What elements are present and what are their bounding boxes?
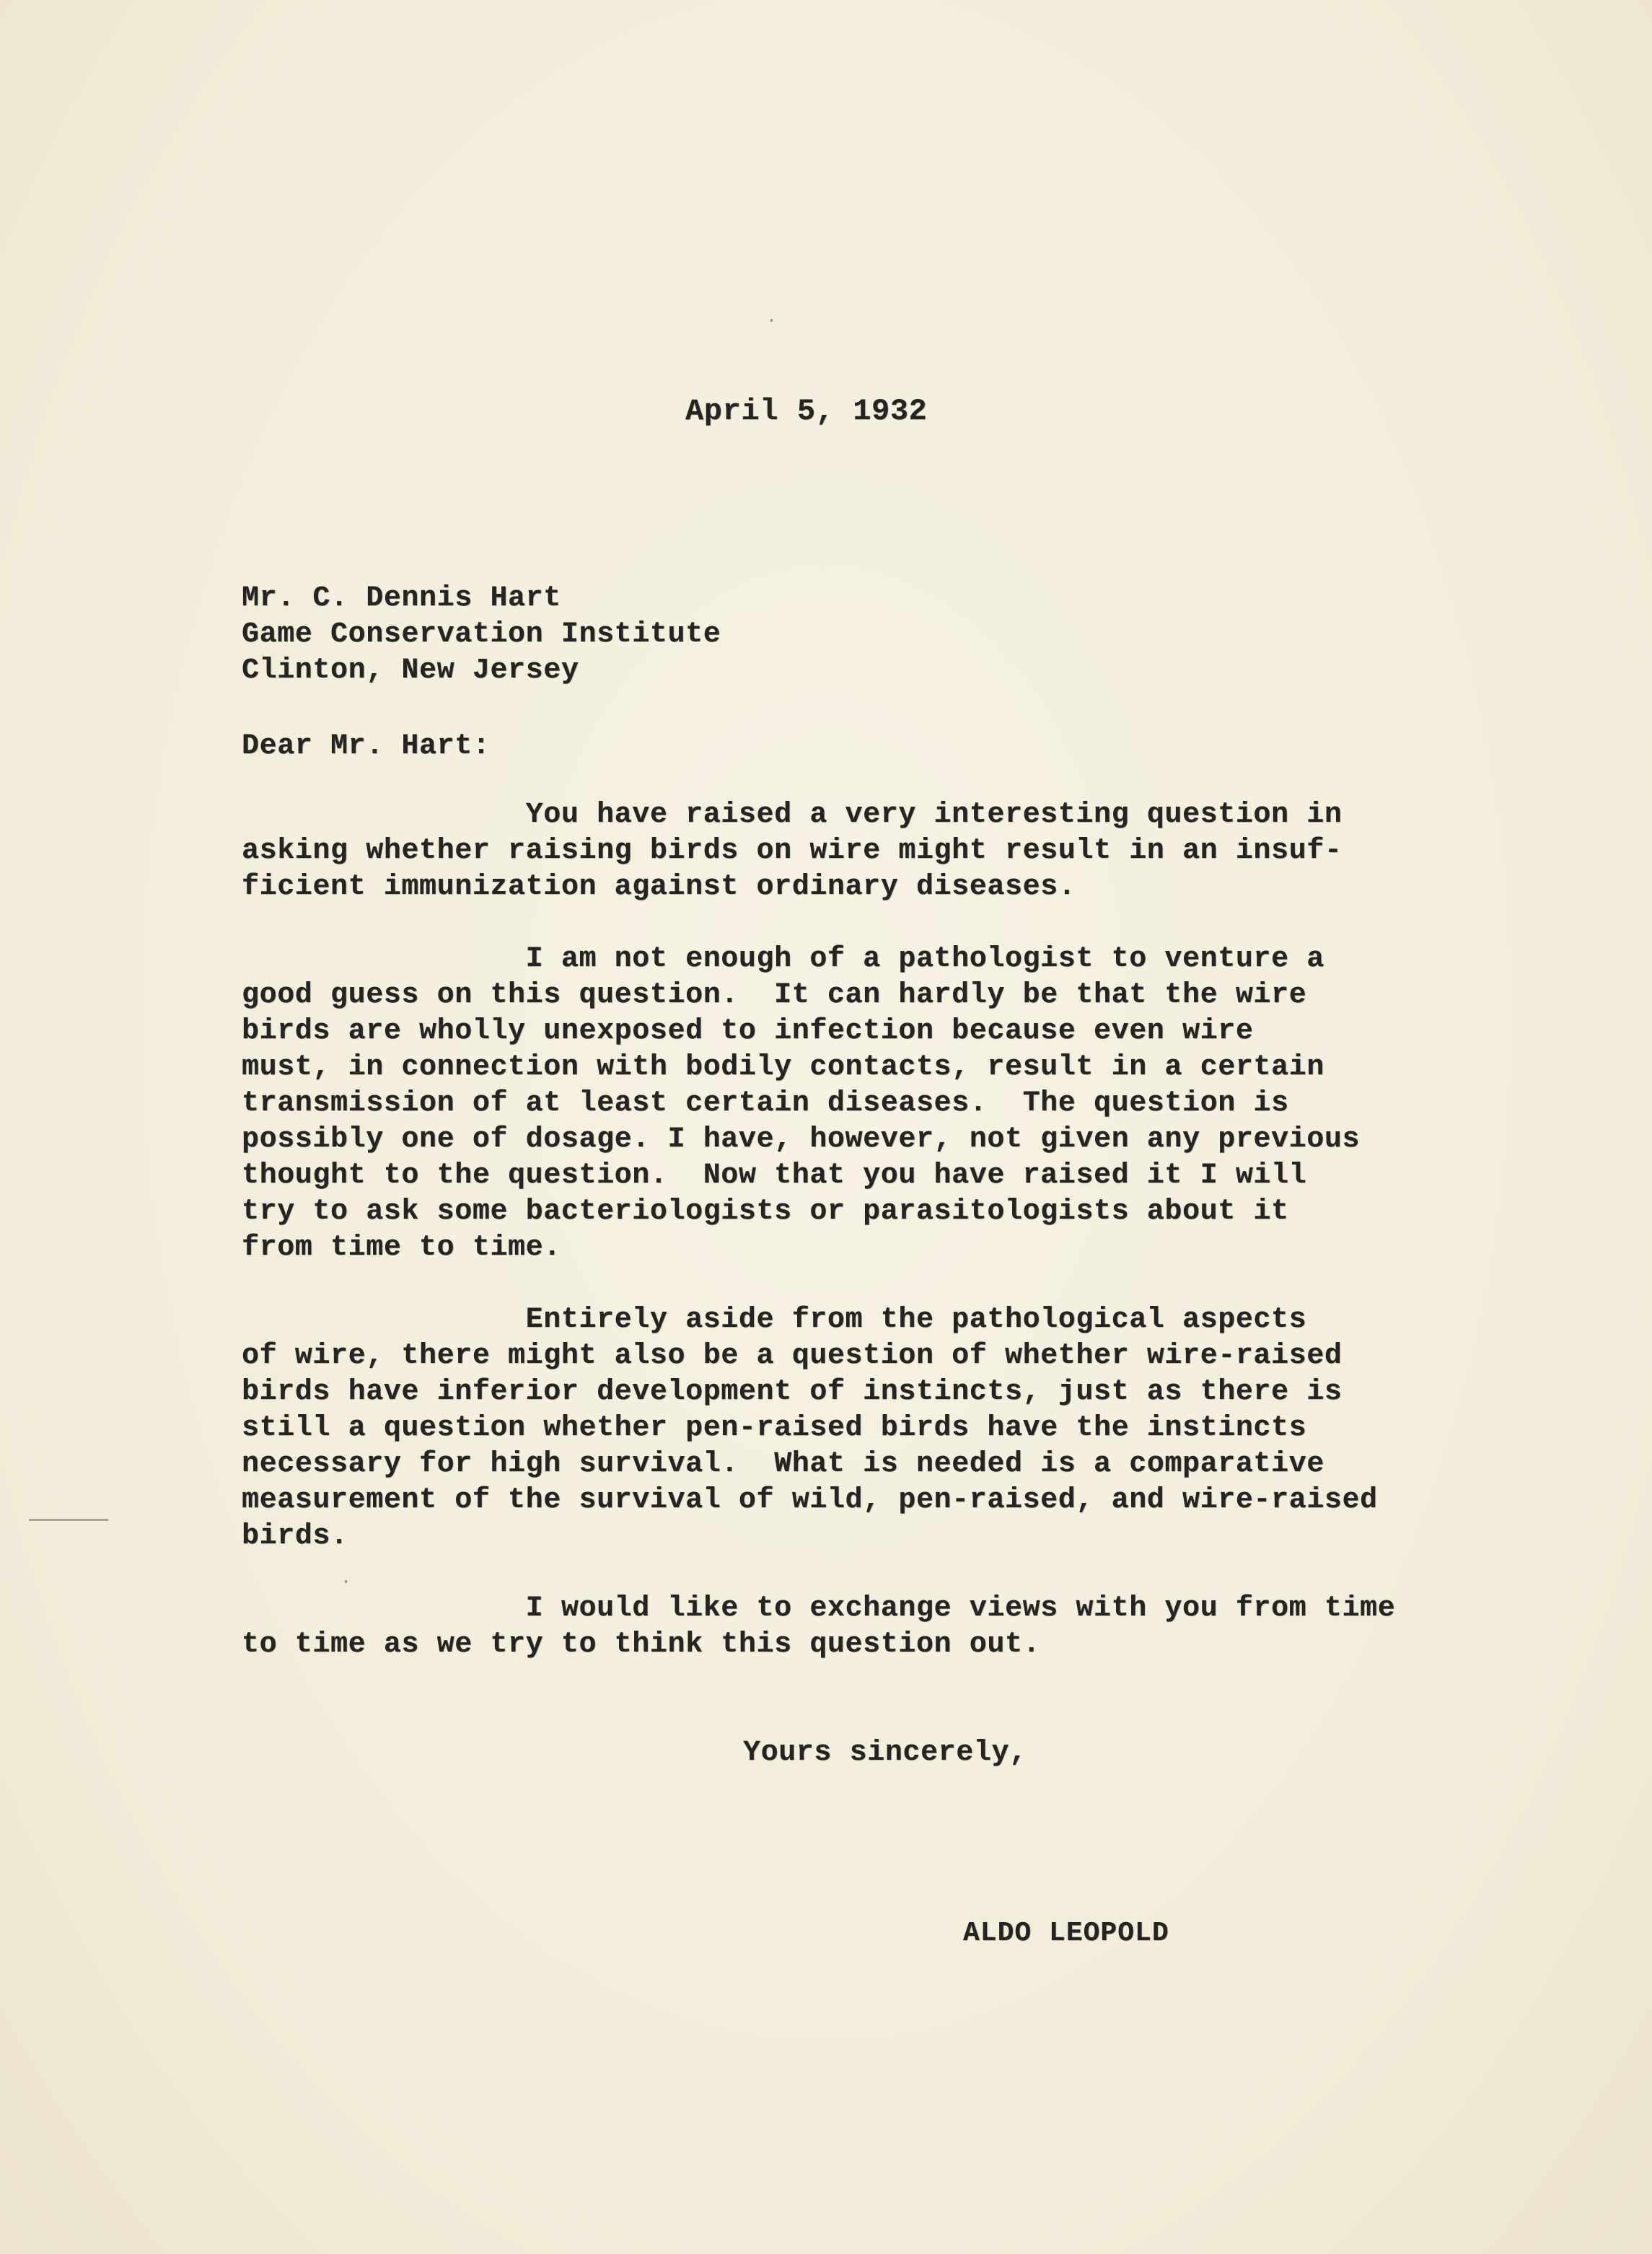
- paragraph-line: from time to time.: [242, 1232, 561, 1264]
- paragraph-line: asking whether raising birds on wire might result in an insuf-: [242, 835, 1343, 867]
- margin-mark: [29, 1519, 108, 1521]
- body-paragraph-3: [242, 1302, 1378, 1555]
- signature-name: ALDO LEOPOLD: [963, 1918, 1169, 1949]
- paragraph-line: birds are wholly unexposed to infection because even wire: [242, 1015, 1254, 1048]
- body-paragraph-1: [242, 797, 1342, 905]
- paragraph-line: try to ask some bacteriologists or parasitologists about it: [242, 1196, 1289, 1228]
- paragraph-line: possibly one of dosage. I have, however, not given any previous: [242, 1123, 1361, 1156]
- paragraph-line: birds have inferior development of instincts, just as there is: [242, 1376, 1343, 1408]
- paragraph-line: thought to the question. Now that you have raised it I will: [242, 1159, 1307, 1192]
- paragraph-line: ficient immunization against ordinary diseases.: [242, 871, 1076, 903]
- paragraph-line: measurement of the survival of wild, pen-raised, and wire-raised: [242, 1484, 1378, 1517]
- paragraph-line: of wire, there might also be a question of whether wire-raised: [242, 1340, 1343, 1372]
- paper-speck: [345, 1580, 347, 1583]
- body-paragraph-4: [242, 1591, 1395, 1663]
- salutation: Dear Mr. Hart:: [242, 730, 491, 763]
- paragraph-line: still a question whether pen-raised birds have the instincts: [242, 1412, 1307, 1444]
- paragraph-line: must, in connection with bodily contacts, result in a certain: [242, 1051, 1324, 1084]
- paragraph-line: necessary for high survival. What is needed is a comparative: [242, 1448, 1324, 1481]
- paragraph-line: to time as we try to think this question out.: [242, 1628, 1041, 1661]
- paragraph-line: good guess on this question. It can hardly be that the wire: [242, 979, 1307, 1012]
- paragraph-line: I am not enough of a pathologist to venture a: [242, 943, 1324, 975]
- letter-date: April 5, 1932: [685, 394, 928, 429]
- paragraph-line: I would like to exchange views with you from time: [242, 1592, 1396, 1625]
- body-paragraph-2: [242, 942, 1360, 1266]
- paragraph-line: Entirely aside from the pathological aspects: [242, 1304, 1307, 1336]
- recipient-city: Clinton, New Jersey: [242, 654, 579, 687]
- recipient-name: Mr. C. Dennis Hart: [242, 582, 561, 615]
- paper-speck: [770, 319, 773, 322]
- paragraph-line: You have raised a very interesting question in: [242, 799, 1343, 831]
- paragraph-line: birds.: [242, 1520, 348, 1553]
- paragraph-line: transmission of at least certain diseases. The question is: [242, 1087, 1289, 1120]
- closing: Yours sincerely,: [743, 1737, 1027, 1769]
- recipient-organization: Game Conservation Institute: [242, 618, 721, 651]
